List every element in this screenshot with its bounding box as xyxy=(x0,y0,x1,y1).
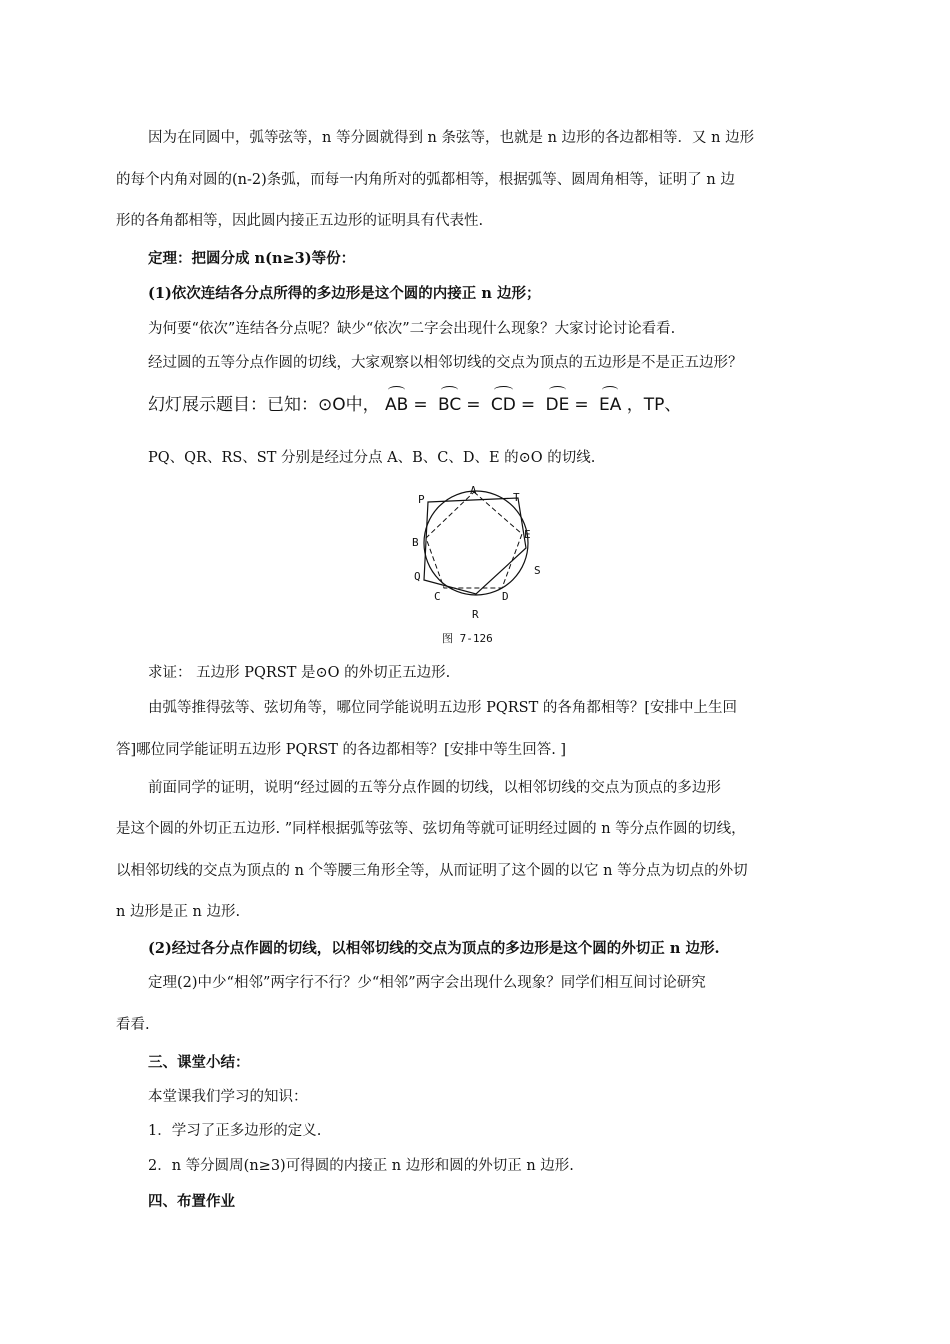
paragraph-line: 是这个圆的外切正五边形. ”同样根据弧等弦等、弦切角等就可证明经过圆的 n 等分点作圆的切线， xyxy=(116,821,746,837)
figure-caption: 图 7-126 xyxy=(442,632,493,645)
question-line: 经过圆的五等分点作圆的切线，大家观察以相邻切线的交点为顶点的五边形是不是正五边形？ xyxy=(148,355,743,371)
arc-bc: BC xyxy=(437,395,462,415)
pentagon-figure xyxy=(400,484,560,650)
inscribed-pentagon xyxy=(426,492,522,588)
paragraph-line: 以相邻切线的交点为顶点的 n 个等腰三角形全等，从而证明了这个圆的以它 n 等分点为切点的外切 xyxy=(116,863,748,879)
arc-de: DE xyxy=(545,395,570,415)
equals-sign: = xyxy=(520,395,536,415)
point-label-e: E xyxy=(524,528,531,541)
question-line: 为何要“依次”连结各分点呢？缺少“依次”二字会出现什么现象？大家讨论讨论看看. xyxy=(148,321,676,337)
given-line: PQ、QR、RS、ST 分别是经过分点 A、B、C、D、E 的⊙O 的切线. xyxy=(148,450,596,466)
paragraph-line: 形的各角都相等，因此圆内接正五边形的证明具有代表性. xyxy=(116,213,484,229)
paragraph-line: 由弧等推得弦等、弦切角等，哪位同学能说明五边形 PQRST 的各角都相等？[安排中上生回 xyxy=(148,700,738,716)
point-label-r: R xyxy=(472,608,479,621)
equals-sign: = xyxy=(466,395,481,415)
point-label-s: S xyxy=(534,564,541,577)
paragraph-line: 答]哪位同学能证明五边形 PQRST 的各边都相等？[安排中等生回答. ] xyxy=(116,742,567,758)
summary-item: 1．学习了正多边形的定义. xyxy=(148,1123,322,1139)
equals-sign: = xyxy=(413,395,428,415)
point-label-b: B xyxy=(412,536,419,549)
paragraph-line: 的每个内角对圆的(n-2)条弧，而每一内角所对的弧都相等，根据弧等、圆周角相等，证明了 n 边 xyxy=(116,172,735,188)
arc-cd: CD xyxy=(490,395,516,415)
section-heading-summary: 三、课堂小结： xyxy=(148,1054,250,1071)
theorem-part-2: (2)经过各分点作圆的切线，以相邻切线的交点为顶点的多边形是这个圆的外切正 n 边形. xyxy=(148,940,720,957)
paragraph-line: n 边形是正 n 边形. xyxy=(116,904,241,920)
paragraph-line: 因为在同圆中，弧等弦等，n 等分圆就得到 n 条弦等，也就是 n 边形的各边都相等．又 n 边形 xyxy=(148,130,755,146)
prove-line: 求证： 五边形 PQRST 是⊙O 的外切正五边形. xyxy=(148,665,451,681)
summary-intro: 本堂课我们学习的知识： xyxy=(148,1089,308,1105)
summary-item: 2．n 等分圆周(n≥3)可得圆的内接正 n 边形和圆的外切正 n 边形. xyxy=(148,1158,574,1174)
slide-suffix: ，TP、 xyxy=(626,395,682,415)
theorem-heading: 定理：把圆分成 n(n≥3)等份： xyxy=(148,250,356,267)
circle-o xyxy=(424,491,528,595)
slide-prefix: 幻灯展示题目：已知：⊙O中， xyxy=(148,395,380,415)
section-heading-homework: 四、布置作业 xyxy=(148,1193,235,1210)
slide-problem-line xyxy=(148,390,681,415)
paragraph-line: 看看. xyxy=(116,1017,150,1033)
point-label-t: T xyxy=(513,491,520,504)
paragraph-line: 定理(2)中少“相邻”两字行不行？少“相邻”两字会出现什么现象？同学们相互间讨论研究 xyxy=(148,975,706,991)
arc-ea: EA xyxy=(599,395,622,415)
point-label-c: C xyxy=(434,590,441,603)
arc-ab: AB xyxy=(385,395,409,415)
point-label-q: Q xyxy=(414,570,421,583)
equals-sign: = xyxy=(574,395,589,415)
point-label-d: D xyxy=(502,590,509,603)
paragraph-line: 前面同学的证明，说明“经过圆的五等分点作圆的切线，以相邻切线的交点为顶点的多边形 xyxy=(148,780,721,796)
point-label-p: P xyxy=(418,493,425,506)
point-label-a: A xyxy=(470,484,477,497)
theorem-part-1: (1)依次连结各分点所得的多边形是这个圆的内接正 n 边形； xyxy=(148,285,541,302)
